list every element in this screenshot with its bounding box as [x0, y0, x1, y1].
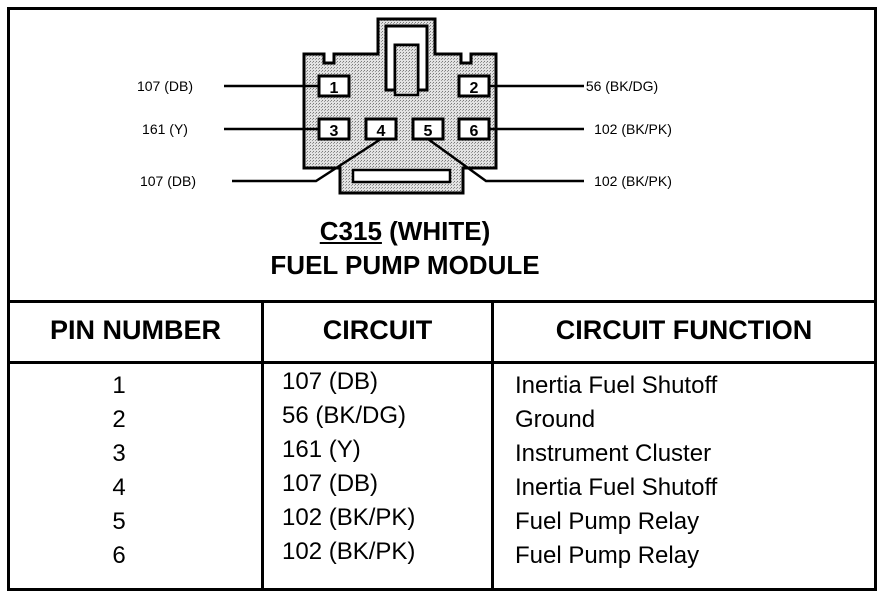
pin-6-label: 6 [469, 123, 479, 140]
pin-1-label: 1 [329, 80, 339, 97]
pin-4-label: 4 [376, 123, 386, 140]
pin-5-label: 5 [423, 123, 433, 140]
header-pin-number: PIN NUMBER [49, 315, 221, 345]
wire-label-pin-1: 107 (DB) [136, 78, 194, 94]
wire-label-pin-5: 102 (BK/PK) [594, 121, 672, 137]
connector-diagram [10, 10, 874, 300]
circuit-function: Inertia Fuel Shutoff [515, 372, 718, 399]
circuit-value: 56 (BK/DG) [282, 402, 407, 429]
header-divider [10, 361, 874, 364]
pin-2-label: 2 [469, 80, 479, 97]
circuit-function-column [515, 369, 717, 573]
wire-label-pin-2: 56 (BK/DG) [585, 78, 659, 94]
wire-label-pin-3: 161 (Y) [142, 121, 188, 137]
wire-label-pin-4: 107 (DB) [139, 173, 197, 189]
connector-name: FUEL PUMP MODULE [270, 250, 540, 280]
header-circuit-function: CIRCUIT FUNCTION [555, 315, 813, 345]
circuit-value: 107 (DB) [282, 470, 379, 497]
pin-3-label: 3 [329, 123, 339, 140]
circuit-value: 107 (DB) [282, 368, 379, 395]
circuit-function: Inertia Fuel Shutoff [515, 474, 718, 501]
connector-chart [7, 7, 877, 591]
circuit-function: Instrument Cluster [515, 440, 712, 467]
pin-number: 3 [112, 440, 126, 467]
pin-number: 5 [112, 508, 126, 535]
circuit-value: 161 (Y) [282, 436, 361, 463]
pin-number: 2 [112, 406, 126, 433]
circuit-function: Ground [515, 406, 596, 433]
connector-color-note: (WHITE) [389, 216, 491, 246]
connector-title [10, 216, 800, 247]
connector-code: C315 [319, 216, 382, 246]
circuit-value: 102 (BK/PK) [282, 538, 416, 565]
pin-number: 6 [112, 542, 126, 569]
circuit-column [282, 365, 415, 569]
header-circuit: CIRCUIT [322, 315, 433, 345]
circuit-value: 102 (BK/PK) [282, 504, 416, 531]
circuit-function: Fuel Pump Relay [515, 542, 700, 569]
circuit-function: Fuel Pump Relay [515, 508, 700, 535]
wire-label-pin-6: 102 (BK/PK) [594, 173, 672, 189]
pin-number-column [10, 369, 228, 573]
divider [10, 300, 874, 303]
pin-number: 1 [112, 372, 126, 399]
pin-number: 4 [112, 474, 126, 501]
